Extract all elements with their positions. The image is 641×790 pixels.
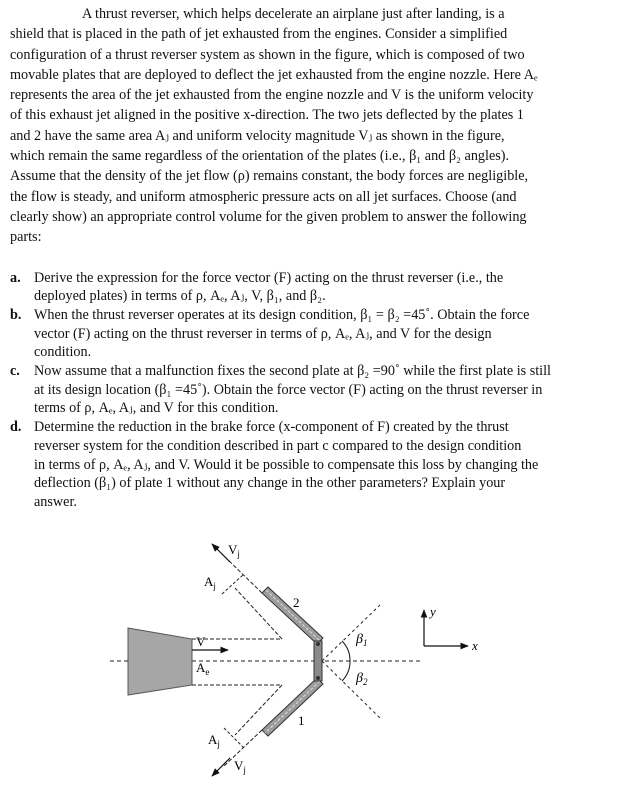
beta2-sub: 2 <box>362 677 368 687</box>
velocity-label: V <box>196 634 206 649</box>
beta-ref-lower <box>322 661 380 718</box>
question-a <box>10 269 633 306</box>
jet-lower-velocity-label <box>234 758 246 775</box>
question-line: reverser system for the condition described in part c compared to the design condition <box>34 437 522 454</box>
plate-hinge <box>314 641 322 681</box>
question-letter: d. <box>10 419 22 436</box>
jet-upper-exit <box>222 574 244 594</box>
exit-area-sub: e <box>205 667 210 677</box>
question-b <box>10 306 633 362</box>
intro-line: the flow is steady, and uniform atmospheric pressure acts on all jet surfaces. Choose (and <box>10 188 517 205</box>
jet-lower-area-label <box>208 732 220 749</box>
question-line: in terms of ρ, Aₑ, Aⱼ, and V. Would it be possible to compensate this loss by changing the <box>34 456 539 473</box>
intro-line: shield that is placed in the path of jet exhausted from the engines. Consider a simplified <box>10 26 508 43</box>
intro-line: and 2 have the same area Aⱼ and uniform velocity magnitude Vⱼ as shown in the figure, <box>10 127 505 144</box>
intro-line: clearly show) an appropriate control volume for the given problem to answer the following <box>10 208 527 225</box>
question-line: Derive the expression for the force vector (F) acting on the thrust reverser (i.e., the <box>34 269 504 286</box>
question-line: condition. <box>34 344 92 361</box>
axis-x-label: x <box>472 638 478 653</box>
question-list <box>10 269 633 512</box>
intro-line: A thrust reverser, which helps decelerate an airplane just after landing, is a <box>82 6 505 22</box>
axis-y-label: y <box>430 604 436 619</box>
beta2-label <box>355 671 368 687</box>
hinge-pin-top <box>316 642 320 646</box>
question-line: deflection (β₁) of plate 1 without any change in the other parameters? Explain your <box>34 475 506 492</box>
intro-line: represents the area of the jet exhausted from the engine nozzle and V is the uniform velocity <box>10 87 534 104</box>
jet-upper-velocity-label <box>228 542 240 559</box>
jet-lower-velocity-sub: j <box>243 765 246 775</box>
jet-lower-exit <box>224 728 244 748</box>
question-line: Now assume that a malfunction fixes the second plate at β₂ =90˚ while the first plate is still <box>34 363 551 380</box>
question-d <box>10 418 633 512</box>
beta1-main: β <box>356 632 363 647</box>
beta2-main: β <box>356 671 363 686</box>
question-c <box>10 362 633 418</box>
jet-lower-area-sub: j <box>217 739 220 749</box>
intro-line: of this exhaust jet aligned in the positive x-direction. The two jets deflected by the plates 1 <box>10 107 524 124</box>
plate-2-label: 2 <box>293 595 300 610</box>
jet-lower-area-main: A <box>208 732 218 747</box>
exit-area-main: A <box>196 660 206 675</box>
intro-line: Assume that the density of the jet flow (ρ) remains constant, the body forces are negligible, <box>10 168 529 185</box>
question-letter: c. <box>10 363 20 380</box>
jet-upper-area-sub: j <box>213 581 216 591</box>
question-line: terms of ρ, Aₑ, Aⱼ, and V for this condition. <box>34 400 279 417</box>
exit-area-label <box>196 660 209 677</box>
hinge-pin-bottom <box>316 676 320 680</box>
question-line: deployed plates) in terms of ρ, Aₑ, Aⱼ, V, β₁, and β₂. <box>34 288 326 305</box>
thrust-reverser-figure <box>110 540 530 785</box>
problem-intro <box>10 4 633 248</box>
question-line: at its design location (β₁ =45˚). Obtain the force vector (F) acting on the thrust reverser in <box>34 381 543 398</box>
question-letter: a. <box>10 269 21 286</box>
beta1-sub: 1 <box>362 638 368 648</box>
problem-page <box>10 4 633 512</box>
question-line: vector (F) acting on the thrust reverser in terms of ρ, Aₑ, Aⱼ, and V for the design <box>34 325 492 342</box>
plate-1-label: 1 <box>298 713 305 728</box>
engine-nozzle <box>128 628 192 695</box>
intro-line: movable plates that are deployed to deflect the jet exhausted from the engine nozzle. Here Aₑ <box>10 66 538 83</box>
intro-line: which remain the same regardless of the orientation of the plates (i.e., β₁ and β₂ angles). <box>10 148 510 165</box>
jet-lower-arrow <box>212 758 230 776</box>
jet-upper-velocity-sub: j <box>237 549 240 559</box>
intro-line: configuration of a thrust reverser system as shown in the figure, which is composed of two <box>10 46 525 63</box>
beta2-arc <box>342 661 350 681</box>
jet-lower-velocity-main: V <box>234 758 244 773</box>
question-letter: b. <box>10 306 22 323</box>
jet-upper-velocity-main: V <box>228 542 238 557</box>
jet-upper-area-main: A <box>204 574 214 589</box>
question-line: answer. <box>34 494 77 510</box>
question-line: Determine the reduction in the brake force (x-component of F) created by the thrust <box>34 419 509 436</box>
jet-upper-area-label <box>204 574 216 591</box>
beta-ref-upper <box>322 605 380 661</box>
intro-line: parts: <box>10 229 42 246</box>
beta1-label <box>355 632 367 648</box>
beta1-arc <box>342 641 350 661</box>
question-line: When the thrust reverser operates at its design condition, β₁ = β₂ =45˚. Obtain the force <box>34 306 530 323</box>
